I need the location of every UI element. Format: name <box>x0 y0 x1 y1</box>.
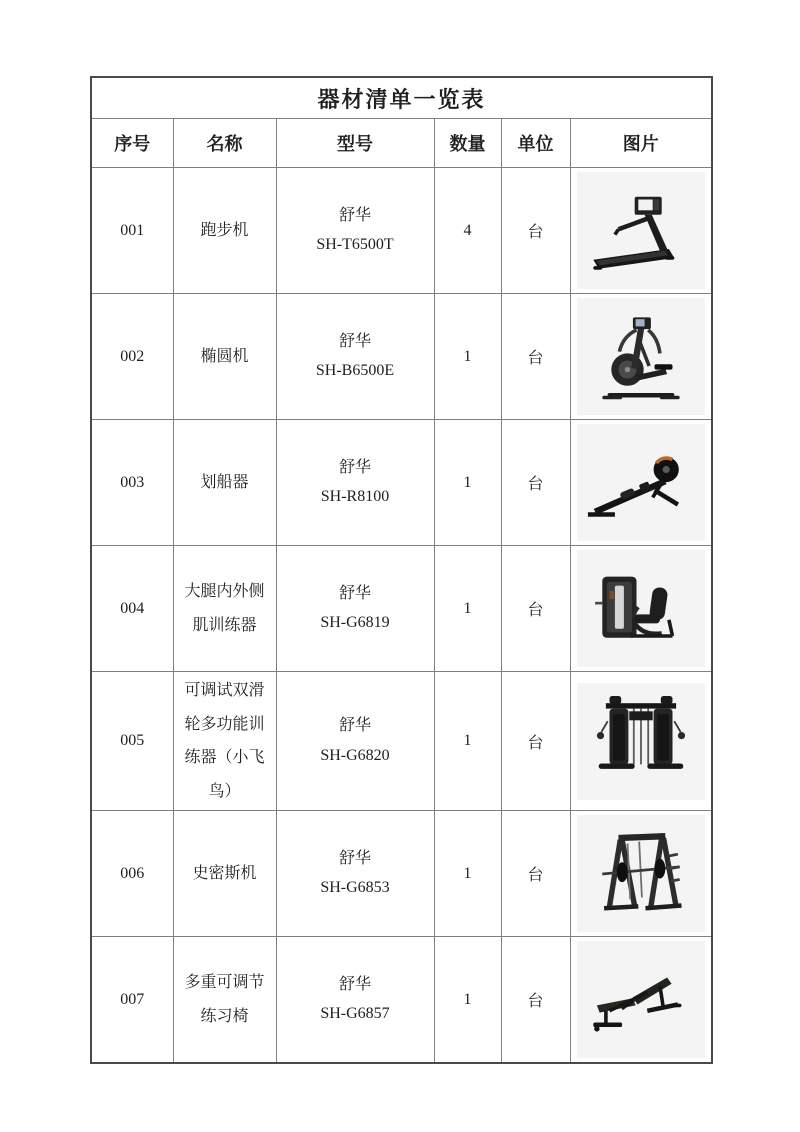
name-cell: 椭圆机 <box>173 294 276 420</box>
model-text: SH-G6853 <box>320 879 390 897</box>
unit-cell: 台 <box>501 672 570 811</box>
qty-cell: 1 <box>434 420 501 546</box>
unit-cell: 台 <box>501 420 570 546</box>
model-cell <box>276 546 434 672</box>
qty-cell: 1 <box>434 294 501 420</box>
serial-cell: 006 <box>91 811 173 937</box>
unit-cell: 台 <box>501 811 570 937</box>
serial-cell: 004 <box>91 546 173 672</box>
brand-text: 舒华 <box>338 849 371 867</box>
elliptical-image <box>577 298 705 415</box>
table-row <box>91 168 712 294</box>
unit-cell: 台 <box>501 937 570 1063</box>
brand-text: 舒华 <box>338 584 371 602</box>
title-row <box>91 77 712 119</box>
equipment-table <box>90 76 713 1064</box>
brand-text: 舒华 <box>338 458 371 476</box>
model-cell <box>276 294 434 420</box>
header-model: 型号 <box>276 119 434 168</box>
serial-cell: 007 <box>91 937 173 1063</box>
name-cell: 史密斯机 <box>173 811 276 937</box>
header-name: 名称 <box>173 119 276 168</box>
unit-cell: 台 <box>501 294 570 420</box>
model-cell <box>276 420 434 546</box>
serial-cell: 001 <box>91 168 173 294</box>
model-text: SH-G6819 <box>320 614 390 631</box>
serial-cell: 005 <box>91 672 173 811</box>
smith-machine-image <box>577 815 705 932</box>
table-row <box>91 546 712 672</box>
qty-cell: 1 <box>434 937 501 1063</box>
image-cell <box>570 294 712 420</box>
image-cell <box>570 811 712 937</box>
model-text: SH-G6820 <box>320 746 390 764</box>
table-row <box>91 420 712 546</box>
name-cell: 多重可调节练习椅 <box>173 937 276 1063</box>
name-cell: 划船器 <box>173 420 276 546</box>
header-row <box>91 119 712 168</box>
image-cell <box>570 420 712 546</box>
model-cell <box>276 672 434 811</box>
model-text: SH-T6500T <box>316 236 394 253</box>
qty-cell: 1 <box>434 546 501 672</box>
model-text: SH-R8100 <box>320 488 390 505</box>
model-text: SH-B6500E <box>315 362 395 379</box>
image-cell <box>570 937 712 1063</box>
unit-cell: 台 <box>501 546 570 672</box>
table-row <box>91 294 712 420</box>
rowing-machine-image <box>577 424 705 541</box>
name-cell: 可调试双滑轮多功能训练器（小飞鸟） <box>173 672 276 811</box>
header-image: 图片 <box>570 119 712 168</box>
image-cell <box>570 672 712 811</box>
table-title: 器材清单一览表 <box>91 77 712 119</box>
header-unit: 单位 <box>501 119 570 168</box>
brand-text: 舒华 <box>338 206 371 224</box>
header-qty: 数量 <box>434 119 501 168</box>
treadmill-image <box>577 172 705 289</box>
model-cell <box>276 811 434 937</box>
document-page <box>90 76 713 1064</box>
table-row <box>91 937 712 1063</box>
serial-cell: 003 <box>91 420 173 546</box>
table-row <box>91 811 712 937</box>
brand-text: 舒华 <box>338 975 371 993</box>
name-cell: 大腿内外侧肌训练器 <box>173 546 276 672</box>
image-cell <box>570 546 712 672</box>
thigh-trainer-image <box>577 550 705 667</box>
functional-trainer-image <box>577 683 705 800</box>
qty-cell: 4 <box>434 168 501 294</box>
qty-cell: 1 <box>434 811 501 937</box>
adjustable-bench-image <box>577 941 705 1058</box>
model-text: SH-G6857 <box>320 1005 390 1023</box>
model-cell <box>276 168 434 294</box>
brand-text: 舒华 <box>338 332 371 350</box>
serial-cell: 002 <box>91 294 173 420</box>
table-row <box>91 672 712 811</box>
qty-cell: 1 <box>434 672 501 811</box>
brand-text: 舒华 <box>338 717 371 735</box>
image-cell <box>570 168 712 294</box>
unit-cell: 台 <box>501 168 570 294</box>
header-serial: 序号 <box>91 119 173 168</box>
model-cell <box>276 937 434 1063</box>
name-cell: 跑步机 <box>173 168 276 294</box>
